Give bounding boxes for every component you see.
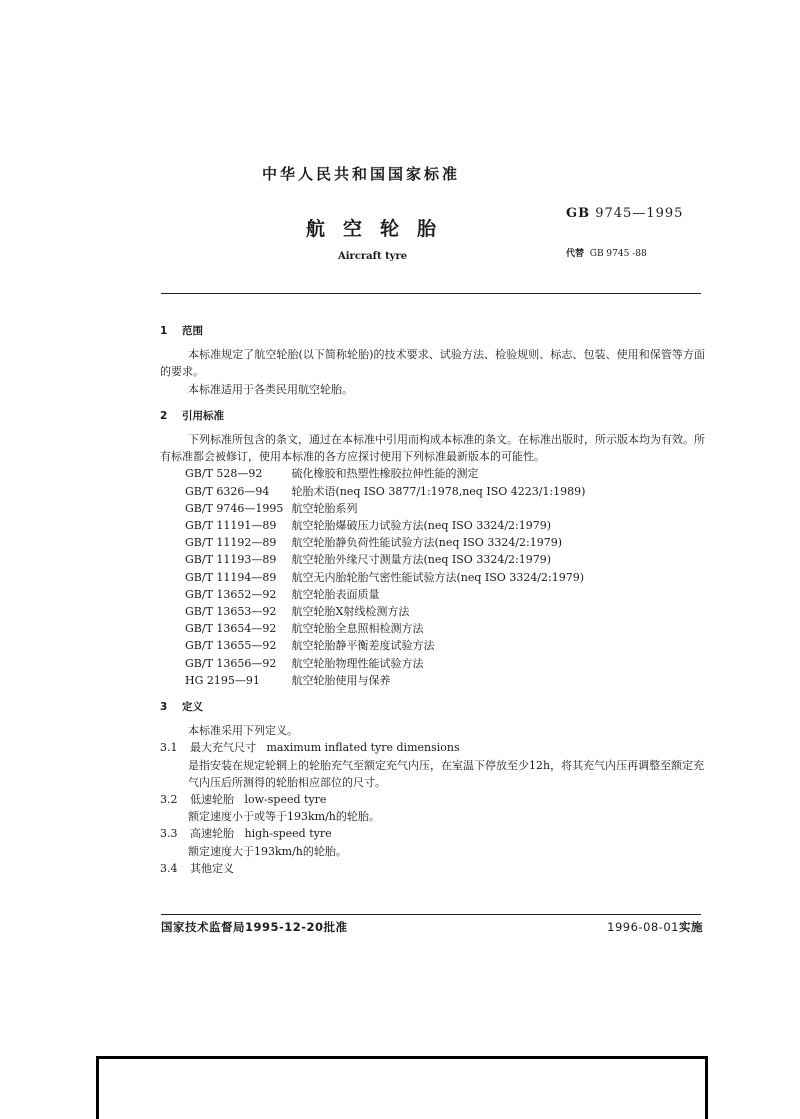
definition-number: 3.2 bbox=[160, 793, 178, 807]
definition-term: 其他定义 bbox=[190, 861, 234, 875]
document-title-english: Aircraft tyre bbox=[338, 251, 408, 262]
document-body bbox=[160, 323, 705, 877]
reference-code: GB/T 11193—89 bbox=[185, 553, 277, 567]
definition-term: 高速轮胎 bbox=[190, 827, 234, 841]
reference-code: GB/T 13656—92 bbox=[185, 656, 277, 670]
definition-heading bbox=[160, 860, 705, 877]
national-standard-heading: 中华人民共和国国家标准 bbox=[262, 165, 461, 183]
reference-code: GB/T 13654—92 bbox=[185, 622, 277, 636]
definition-body: 额定速度大于193km/h的轮胎。 bbox=[188, 844, 347, 858]
replaces-value: GB 9745 -88 bbox=[589, 249, 647, 259]
standard-code: 9745—1995 bbox=[595, 206, 684, 221]
definition-term: 低速轮胎 bbox=[190, 793, 234, 807]
reference-title: 航空轮胎使用与保养 bbox=[291, 673, 391, 687]
section-heading-scope bbox=[160, 323, 705, 340]
paragraph: 本标准采用下列定义。 bbox=[188, 724, 298, 738]
definition-heading bbox=[160, 791, 705, 808]
definition-heading bbox=[160, 739, 705, 756]
reference-title: 航空轮胎表面质量 bbox=[291, 587, 380, 601]
reference-code: GB/T 13655—92 bbox=[185, 639, 277, 653]
effective-date: 1996-08-01 bbox=[607, 920, 679, 934]
footer-divider bbox=[161, 914, 701, 915]
reference-item bbox=[160, 569, 705, 586]
reference-code: GB/T 11194—89 bbox=[185, 570, 277, 584]
reference-title: 航空轮胎物理性能试验方法 bbox=[291, 656, 424, 670]
section-heading-normative-references bbox=[160, 408, 705, 425]
next-page-frame bbox=[96, 1056, 708, 1119]
reference-item bbox=[160, 534, 705, 551]
paragraph: 本标准适用于各类民用航空轮胎。 bbox=[188, 382, 353, 396]
reference-code: GB/T 9746—1995 bbox=[185, 501, 284, 515]
effective-note bbox=[607, 919, 703, 935]
reference-item bbox=[160, 500, 705, 517]
section-heading-definitions bbox=[160, 699, 705, 716]
reference-code: GB/T 13652—92 bbox=[185, 587, 277, 601]
approval-note: 国家技术监督局1995-12-20批准 bbox=[161, 920, 348, 934]
replaces-label: 代替 bbox=[566, 249, 585, 259]
section-title: 定义 bbox=[182, 701, 203, 714]
reference-title: 航空无内胎轮胎气密性能试验方法(neq ISO 3324/2:1979) bbox=[291, 570, 585, 584]
definition-body: 额定速度小于或等于193km/h的轮胎。 bbox=[188, 810, 380, 824]
reference-item bbox=[160, 655, 705, 672]
section-number: 2 bbox=[160, 409, 168, 422]
definition-term-english: high-speed tyre bbox=[244, 827, 332, 841]
section-title: 引用标准 bbox=[182, 409, 224, 422]
section-title: 范围 bbox=[182, 325, 203, 337]
reference-code: GB/T 11192—89 bbox=[185, 536, 277, 550]
reference-code: GB/T 6326—94 bbox=[185, 484, 270, 498]
reference-item bbox=[160, 672, 705, 689]
reference-title: 轮胎术语(neq ISO 3877/1:1978,neq ISO 4223/1:1989) bbox=[291, 484, 586, 498]
reference-title: 航空轮胎系列 bbox=[291, 501, 358, 515]
reference-item bbox=[160, 603, 705, 620]
reference-title: 航空轮胎静平衡差度试验方法 bbox=[291, 639, 435, 653]
header-divider bbox=[161, 293, 701, 294]
reference-item bbox=[160, 551, 705, 568]
reference-code: HG 2195—91 bbox=[185, 673, 260, 687]
section-number: 3 bbox=[160, 701, 168, 714]
definition-number: 3.4 bbox=[160, 861, 178, 875]
definition-body: 是指安装在规定轮辋上的轮胎充气至额定充气内压，在室温下停放至少12h，将其充气内压再调整至额定充气内压后所测得的轮胎相应部位的尺寸。 bbox=[188, 758, 705, 789]
definition-number: 3.3 bbox=[160, 827, 178, 841]
document-title: 航空轮胎 bbox=[306, 218, 455, 240]
reference-item bbox=[160, 465, 705, 482]
section-number: 1 bbox=[160, 325, 168, 337]
paragraph: 下列标准所包含的条文，通过在本标准中引用而构成本标准的条文。在标准出版时，所示版本均为有效。所有标准都会被修订，使用本标准的各方应探讨使用下列标准最新版本的可能性。 bbox=[160, 433, 705, 464]
reference-item bbox=[160, 586, 705, 603]
standard-prefix: GB bbox=[566, 206, 591, 221]
reference-title: 航空轮胎静负荷性能试验方法(neq ISO 3324/2:1979) bbox=[291, 536, 563, 550]
reference-title: 硫化橡胶和热塑性橡胶拉伸性能的测定 bbox=[291, 467, 479, 481]
reference-code: GB/T 11191—89 bbox=[185, 519, 277, 533]
reference-item bbox=[160, 620, 705, 637]
reference-code: GB/T 13653—92 bbox=[185, 605, 277, 619]
effective-label: 实施 bbox=[679, 920, 703, 934]
replaces-note bbox=[566, 246, 647, 259]
definition-term-english: low-speed tyre bbox=[244, 793, 327, 807]
reference-title: 航空轮胎X射线检测方法 bbox=[291, 605, 410, 619]
reference-title: 航空轮胎全息照相检测方法 bbox=[291, 622, 424, 636]
definition-term-english: maximum inflated tyre dimensions bbox=[266, 741, 460, 755]
definition-term: 最大充气尺寸 bbox=[190, 741, 256, 755]
reference-title: 航空轮胎外缘尺寸测量方法(neq ISO 3324/2:1979) bbox=[291, 553, 552, 567]
reference-item bbox=[160, 637, 705, 654]
definition-heading bbox=[160, 825, 705, 842]
definition-number: 3.1 bbox=[160, 741, 178, 755]
standard-number bbox=[566, 206, 683, 221]
paragraph: 本标准规定了航空轮胎(以下简称轮胎)的技术要求、试验方法、检验规则、标志、包装、使用和保管等方面的要求。 bbox=[160, 348, 705, 379]
reference-code: GB/T 528—92 bbox=[185, 467, 263, 481]
reference-title: 航空轮胎爆破压力试验方法(neq ISO 3324/2:1979) bbox=[291, 519, 552, 533]
reference-item bbox=[160, 483, 705, 500]
reference-item bbox=[160, 517, 705, 534]
